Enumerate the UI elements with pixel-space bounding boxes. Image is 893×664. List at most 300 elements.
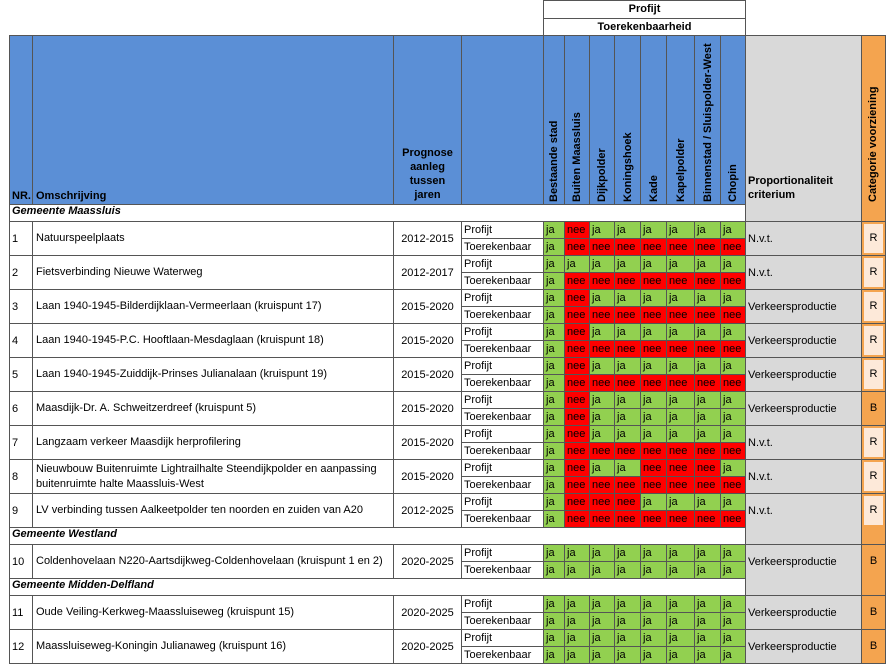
toerekenbaar-value: nee xyxy=(694,442,722,460)
toerekenbaar-value: nee xyxy=(614,238,642,256)
row-category-cell xyxy=(861,544,886,579)
row-description: Natuurspeelplaats xyxy=(32,221,394,256)
profijt-value: ja xyxy=(640,629,668,647)
profijt-value: ja xyxy=(694,289,722,307)
toerekenbaar-value: ja xyxy=(564,561,591,579)
profijt-value: ja xyxy=(666,544,696,562)
toerekenbaar-value: nee xyxy=(666,510,696,528)
profijt-value: ja xyxy=(640,357,668,375)
toerekenbaar-value: ja xyxy=(543,510,566,528)
profijt-value: ja xyxy=(640,255,668,273)
profijt-value: ja xyxy=(589,357,616,375)
profijt-value: ja xyxy=(614,459,642,477)
row-years: 2012-2017 xyxy=(393,255,462,290)
label-toerekenbaar: Toerekenbaar xyxy=(461,374,544,392)
toerekenbaar-value: ja xyxy=(543,408,566,426)
profijt-value: ja xyxy=(640,221,668,239)
profijt-value: ja xyxy=(589,391,616,409)
row-category: B xyxy=(864,547,883,576)
profijt-value: ja xyxy=(589,459,616,477)
profijt-value: nee xyxy=(564,391,591,409)
row-criterium: N.v.t. xyxy=(745,255,862,290)
row-category-cell xyxy=(861,629,886,664)
profijt-value: ja xyxy=(640,544,668,562)
toerekenbaar-value: ja xyxy=(543,646,566,664)
profijt-value: ja xyxy=(614,221,642,239)
cat-spacer xyxy=(861,578,886,595)
toerekenbaar-value: nee xyxy=(564,306,591,324)
toerekenbaar-value: nee xyxy=(640,306,668,324)
area-header xyxy=(543,35,566,205)
row-category: R xyxy=(864,496,883,525)
toerekenbaar-value: ja xyxy=(720,408,747,426)
row-category-cell xyxy=(861,357,886,392)
row-years: 2015-2020 xyxy=(393,391,462,426)
toerekenbaar-value: ja xyxy=(694,646,722,664)
profijt-value: ja xyxy=(543,323,566,341)
profijt-value: ja xyxy=(666,391,696,409)
toerekenbaar-value: nee xyxy=(720,238,747,256)
area-header xyxy=(564,35,591,205)
row-description: Laan 1940-1945-Bilderdijklaan-Vermeerlaan (kruispunt 17) xyxy=(32,289,394,324)
row-years: 2012-2015 xyxy=(393,221,462,256)
toerekenbaar-value: ja xyxy=(543,340,566,358)
profijt-value: ja xyxy=(720,629,747,647)
row-description: Laan 1940-1945-Zuiddijk-Prinses Julianalaan (kruispunt 19) xyxy=(32,357,394,392)
toerekenbaar-value: ja xyxy=(543,561,566,579)
toerekenbaar-value: nee xyxy=(614,306,642,324)
profijt-value: ja xyxy=(694,595,722,613)
toerekenbaar-value: nee xyxy=(666,238,696,256)
row-nr: 9 xyxy=(9,493,33,528)
row-criterium: Verkeersproductie xyxy=(745,289,862,324)
profijt-value: ja xyxy=(666,425,696,443)
toerekenbaar-value: nee xyxy=(666,374,696,392)
toerekenbaar-value: ja xyxy=(564,646,591,664)
profijt-value: ja xyxy=(543,595,566,613)
profijt-value: ja xyxy=(543,255,566,273)
label-profijt: Profijt xyxy=(461,493,544,511)
area-header xyxy=(694,35,722,205)
label-profijt: Profijt xyxy=(461,255,544,273)
label-toerekenbaar: Toerekenbaar xyxy=(461,306,544,324)
toerekenbaar-value: ja xyxy=(614,408,642,426)
area-header xyxy=(720,35,747,205)
row-criterium: Verkeersproductie xyxy=(745,391,862,426)
row-category-cell xyxy=(861,289,886,324)
profijt-value: ja xyxy=(614,255,642,273)
toerekenbaar-value: ja xyxy=(666,408,696,426)
toerekenbaar-value: nee xyxy=(640,510,668,528)
row-criterium: Verkeersproductie xyxy=(745,323,862,358)
toerekenbaar-value: ja xyxy=(694,612,722,630)
profijt-value: ja xyxy=(720,493,747,511)
profijt-value: ja xyxy=(720,459,747,477)
profijt-value: ja xyxy=(694,493,722,511)
row-nr: 10 xyxy=(9,544,33,579)
row-category: R xyxy=(864,224,883,253)
row-criterium: N.v.t. xyxy=(745,425,862,460)
row-category: R xyxy=(864,360,883,389)
profijt-value: nee xyxy=(564,289,591,307)
profijt-value: ja xyxy=(543,221,566,239)
profijt-value: ja xyxy=(694,221,722,239)
toerekenbaar-value: ja xyxy=(589,408,616,426)
toerekenbaar-value: nee xyxy=(640,374,668,392)
crit-spacer xyxy=(745,578,862,595)
toerekenbaar-value: ja xyxy=(543,306,566,324)
row-nr: 11 xyxy=(9,595,33,630)
toerekenbaar-value: nee xyxy=(564,272,591,290)
row-category: R xyxy=(864,462,883,491)
profijt-value: ja xyxy=(564,595,591,613)
area-header xyxy=(614,35,642,205)
profijt-value: ja xyxy=(543,425,566,443)
label-profijt: Profijt xyxy=(461,289,544,307)
header-categorie: Categorie voorziening xyxy=(861,35,886,205)
toerekenbaar-value: nee xyxy=(666,306,696,324)
toerekenbaar-value: ja xyxy=(543,272,566,290)
toerekenbaar-value: nee xyxy=(666,340,696,358)
toerekenbaar-value: nee xyxy=(640,476,668,494)
toerekenbaar-value: nee xyxy=(564,340,591,358)
toerekenbaar-value: nee xyxy=(694,306,722,324)
profijt-value: ja xyxy=(614,425,642,443)
row-nr: 1 xyxy=(9,221,33,256)
profijt-value: ja xyxy=(694,323,722,341)
row-category-cell xyxy=(861,459,886,494)
row-years: 2015-2020 xyxy=(393,459,462,494)
profijt-value: ja xyxy=(543,357,566,375)
label-toerekenbaar: Toerekenbaar xyxy=(461,272,544,290)
label-toerekenbaar: Toerekenbaar xyxy=(461,238,544,256)
profijt-value: ja xyxy=(564,255,591,273)
profijt-value: ja xyxy=(694,544,722,562)
label-profijt: Profijt xyxy=(461,221,544,239)
profijt-value: ja xyxy=(640,289,668,307)
label-toerekenbaar: Toerekenbaar xyxy=(461,646,544,664)
profijt-value: ja xyxy=(666,289,696,307)
toerekenbaar-value: nee xyxy=(666,442,696,460)
profijt-value: nee xyxy=(564,459,591,477)
profijt-value: ja xyxy=(543,289,566,307)
profijt-value: nee xyxy=(564,425,591,443)
toerekenbaar-value: nee xyxy=(564,374,591,392)
profijt-value: ja xyxy=(694,391,722,409)
profijt-value: ja xyxy=(720,595,747,613)
profijt-value: ja xyxy=(543,459,566,477)
toerekenbaar-value: nee xyxy=(589,340,616,358)
area-header xyxy=(640,35,668,205)
label-profijt: Profijt xyxy=(461,544,544,562)
row-description: Maasdijk-Dr. A. Schweitzerdreef (kruispunt 5) xyxy=(32,391,394,426)
toerekenbaar-value: ja xyxy=(720,646,747,664)
row-description: Oude Veiling-Kerkweg-Maassluiseweg (kruispunt 15) xyxy=(32,595,394,630)
toerekenbaar-value: nee xyxy=(589,476,616,494)
toerekenbaar-value: nee xyxy=(720,510,747,528)
row-category: R xyxy=(864,428,883,457)
area-header-label: Dijkpolder xyxy=(596,148,608,202)
profijt-value: ja xyxy=(543,629,566,647)
profijt-value: ja xyxy=(720,221,747,239)
row-description: Laan 1940-1945-P.C. Hooftlaan-Mesdaglaan (kruispunt 18) xyxy=(32,323,394,358)
toerekenbaar-value: nee xyxy=(640,272,668,290)
profijt-value: nee xyxy=(564,221,591,239)
toerekenbaar-value: nee xyxy=(694,272,722,290)
row-description: Coldenhovelaan N220-Aartsdijkweg-Coldenhovelaan (kruispunt 1 en 2) xyxy=(32,544,394,579)
toerekenbaar-value: ja xyxy=(543,612,566,630)
profijt-value: nee xyxy=(694,459,722,477)
toerekenbaar-value: ja xyxy=(666,561,696,579)
toerekenbaar-value: nee xyxy=(694,340,722,358)
label-profijt: Profijt xyxy=(461,357,544,375)
toerekenbaar-value: ja xyxy=(543,374,566,392)
toerekenbaar-value: nee xyxy=(614,442,642,460)
row-description: Maassluiseweg-Koningin Julianaweg (kruispunt 16) xyxy=(32,629,394,664)
row-criterium: Verkeersproductie xyxy=(745,357,862,392)
label-toerekenbaar: Toerekenbaar xyxy=(461,442,544,460)
toerekenbaar-value: nee xyxy=(666,476,696,494)
toerekenbaar-value: nee xyxy=(564,476,591,494)
toerekenbaar-value: nee xyxy=(589,374,616,392)
profijt-value: ja xyxy=(720,255,747,273)
profijt-value: ja xyxy=(640,493,668,511)
toerekenbaar-value: nee xyxy=(564,510,591,528)
profijt-value: ja xyxy=(564,544,591,562)
label-profijt: Profijt xyxy=(461,391,544,409)
profijt-value: ja xyxy=(614,544,642,562)
label-profijt: Profijt xyxy=(461,595,544,613)
profijt-value: nee xyxy=(614,493,642,511)
profijt-value: ja xyxy=(614,391,642,409)
header-prognose: Prognose aanleg tussen jaren xyxy=(393,35,462,205)
toerekenbaar-value: nee xyxy=(614,272,642,290)
row-years: 2015-2020 xyxy=(393,289,462,324)
profijt-value: ja xyxy=(640,391,668,409)
toerekenbaar-value: nee xyxy=(614,476,642,494)
area-header-label: Koningshoek xyxy=(622,132,634,202)
row-category-cell xyxy=(861,391,886,426)
row-years: 2015-2020 xyxy=(393,357,462,392)
toerekenbaar-value: ja xyxy=(694,408,722,426)
section-title: Gemeente Westland xyxy=(9,527,746,544)
profijt-value: ja xyxy=(666,629,696,647)
profijt-value: ja xyxy=(694,255,722,273)
profijt-value: ja xyxy=(720,544,747,562)
profijt-value: ja xyxy=(543,391,566,409)
toerekenbaar-value: nee xyxy=(640,442,668,460)
profijt-value: ja xyxy=(543,544,566,562)
toerekenbaar-value: nee xyxy=(589,306,616,324)
profijt-value: ja xyxy=(589,425,616,443)
toerekenbaar-value: ja xyxy=(543,476,566,494)
row-category-cell xyxy=(861,255,886,290)
toerekenbaar-value: ja xyxy=(720,561,747,579)
profijt-value: ja xyxy=(666,323,696,341)
profijt-value: ja xyxy=(720,357,747,375)
header-proportionaliteit: Proportionaliteit criterium xyxy=(745,35,862,205)
row-category-cell xyxy=(861,323,886,358)
toerekenbaar-value: ja xyxy=(614,612,642,630)
row-category: B xyxy=(864,598,883,627)
toerekenbaar-value: nee xyxy=(694,476,722,494)
toerekenbaar-value: nee xyxy=(614,510,642,528)
toerekenbaar-value: ja xyxy=(640,612,668,630)
cat-spacer xyxy=(861,527,886,544)
crit-spacer xyxy=(745,204,862,221)
profijt-value: ja xyxy=(543,493,566,511)
profijt-value: ja xyxy=(640,323,668,341)
row-nr: 7 xyxy=(9,425,33,460)
profijt-value: nee xyxy=(564,357,591,375)
toerekenbaar-value: nee xyxy=(614,340,642,358)
label-toerekenbaar: Toerekenbaar xyxy=(461,408,544,426)
toerekenbaar-value: nee xyxy=(589,442,616,460)
header-omschrijving: Omschrijving xyxy=(32,35,394,205)
profijt-value: ja xyxy=(694,357,722,375)
toerekenbaar-value: ja xyxy=(720,612,747,630)
profijt-value: ja xyxy=(589,629,616,647)
area-header-label: Kapelpolder xyxy=(675,138,687,202)
profijt-value: ja xyxy=(694,425,722,443)
toerekenbaar-value: nee xyxy=(589,238,616,256)
row-nr: 8 xyxy=(9,459,33,494)
area-header-label: Kade xyxy=(648,175,660,202)
profijt-value: ja xyxy=(666,221,696,239)
toerekenbaar-value: nee xyxy=(694,238,722,256)
toerekenbaar-value: ja xyxy=(640,408,668,426)
profijt-value: ja xyxy=(720,323,747,341)
profijt-value: ja xyxy=(694,629,722,647)
row-criterium: N.v.t. xyxy=(745,493,862,528)
profijt-value: ja xyxy=(666,255,696,273)
row-years: 2015-2020 xyxy=(393,425,462,460)
profijt-value: ja xyxy=(614,357,642,375)
toerekenbaar-value: nee xyxy=(694,510,722,528)
header-type xyxy=(461,35,544,205)
toerekenbaar-value: nee xyxy=(720,306,747,324)
toerekenbaar-value: ja xyxy=(543,238,566,256)
label-profijt: Profijt xyxy=(461,629,544,647)
toerekenbaar-value: nee xyxy=(720,272,747,290)
toerekenbaar-value: ja xyxy=(694,561,722,579)
profijt-value: ja xyxy=(720,391,747,409)
profijt-value: ja xyxy=(720,425,747,443)
profijt-value: ja xyxy=(666,357,696,375)
header-nr: NR. xyxy=(9,35,33,205)
toerekenbaar-value: nee xyxy=(694,374,722,392)
row-category: B xyxy=(864,394,883,423)
toerekenbaar-value: ja xyxy=(589,646,616,664)
profijt-value: nee xyxy=(666,459,696,477)
label-toerekenbaar: Toerekenbaar xyxy=(461,476,544,494)
row-criterium: N.v.t. xyxy=(745,459,862,494)
toerekenbaar-value: nee xyxy=(564,408,591,426)
toerekenbaar-value: nee xyxy=(720,476,747,494)
toerekenbaar-value: ja xyxy=(589,612,616,630)
toerekenbaar-value: nee xyxy=(640,340,668,358)
row-category: R xyxy=(864,258,883,287)
profijt-value: ja xyxy=(614,595,642,613)
area-header-label: Bestaande stad xyxy=(548,120,560,202)
toerekenbaar-value: nee xyxy=(564,442,591,460)
profijt-value: ja xyxy=(589,255,616,273)
label-profijt: Profijt xyxy=(461,425,544,443)
profijt-value: ja xyxy=(589,544,616,562)
row-nr: 6 xyxy=(9,391,33,426)
row-years: 2012-2025 xyxy=(393,493,462,528)
profijt-value: ja xyxy=(564,629,591,647)
row-years: 2020-2025 xyxy=(393,544,462,579)
profijt-value: ja xyxy=(614,289,642,307)
toerekenbaar-value: nee xyxy=(720,442,747,460)
crit-spacer xyxy=(745,527,862,544)
row-criterium: Verkeersproductie xyxy=(745,544,862,579)
row-description: Langzaam verkeer Maasdijk herprofilering xyxy=(32,425,394,460)
label-toerekenbaar: Toerekenbaar xyxy=(461,561,544,579)
toerekenbaar-value: nee xyxy=(640,238,668,256)
area-header-label: Chopin xyxy=(727,164,739,202)
area-header-label: Binnenstad / Sluispolder-West xyxy=(702,43,714,202)
row-category-cell xyxy=(861,595,886,630)
toerekenbaar-value: nee xyxy=(589,510,616,528)
toerekenbaar-value: ja xyxy=(666,612,696,630)
profijt-value: ja xyxy=(666,595,696,613)
area-header xyxy=(666,35,696,205)
row-category-cell xyxy=(861,493,886,528)
profijt-value: ja xyxy=(640,595,668,613)
row-nr: 4 xyxy=(9,323,33,358)
profijt-value: ja xyxy=(614,629,642,647)
row-criterium: N.v.t. xyxy=(745,221,862,256)
row-nr: 3 xyxy=(9,289,33,324)
row-description: Fietsverbinding Nieuwe Waterweg xyxy=(32,255,394,290)
toerekenbaar-value: ja xyxy=(614,646,642,664)
profijt-value: ja xyxy=(666,493,696,511)
row-nr: 5 xyxy=(9,357,33,392)
row-years: 2020-2025 xyxy=(393,629,462,664)
profijt-value: ja xyxy=(614,323,642,341)
toerekenbaar-value: ja xyxy=(543,442,566,460)
row-criterium: Verkeersproductie xyxy=(745,595,862,630)
profijt-value: ja xyxy=(589,289,616,307)
row-description: Nieuwbouw Buitenruimte Lightrailhalte Steendijkpolder en aanpassing buitenruimte halte Maassluis-West xyxy=(32,459,394,494)
row-category: B xyxy=(864,632,883,661)
toerekenbaar-value: ja xyxy=(589,561,616,579)
label-toerekenbaar: Toerekenbaar xyxy=(461,340,544,358)
toerekenbaar-value: nee xyxy=(666,272,696,290)
label-toerekenbaar: Toerekenbaar xyxy=(461,612,544,630)
header-toerekenbaarheid: Toerekenbaarheid xyxy=(543,18,746,36)
row-years: 2015-2020 xyxy=(393,323,462,358)
row-category: R xyxy=(864,292,883,321)
row-category-cell xyxy=(861,221,886,256)
toerekenbaar-value: nee xyxy=(720,340,747,358)
row-description: LV verbinding tussen Aalkeetpolder ten noorden en zuiden van A20 xyxy=(32,493,394,528)
header-profijt: Profijt xyxy=(543,0,746,19)
profijt-value: ja xyxy=(589,221,616,239)
area-header xyxy=(589,35,616,205)
row-category-cell xyxy=(861,425,886,460)
cat-spacer xyxy=(861,204,886,221)
section-title: Gemeente Midden-Delfland xyxy=(9,578,746,595)
profijt-value: ja xyxy=(589,595,616,613)
toerekenbaar-value: nee xyxy=(614,374,642,392)
profijt-value: ja xyxy=(640,425,668,443)
toerekenbaar-value: ja xyxy=(614,561,642,579)
section-title: Gemeente Maassluis xyxy=(9,204,746,221)
row-criterium: Verkeersproductie xyxy=(745,629,862,664)
